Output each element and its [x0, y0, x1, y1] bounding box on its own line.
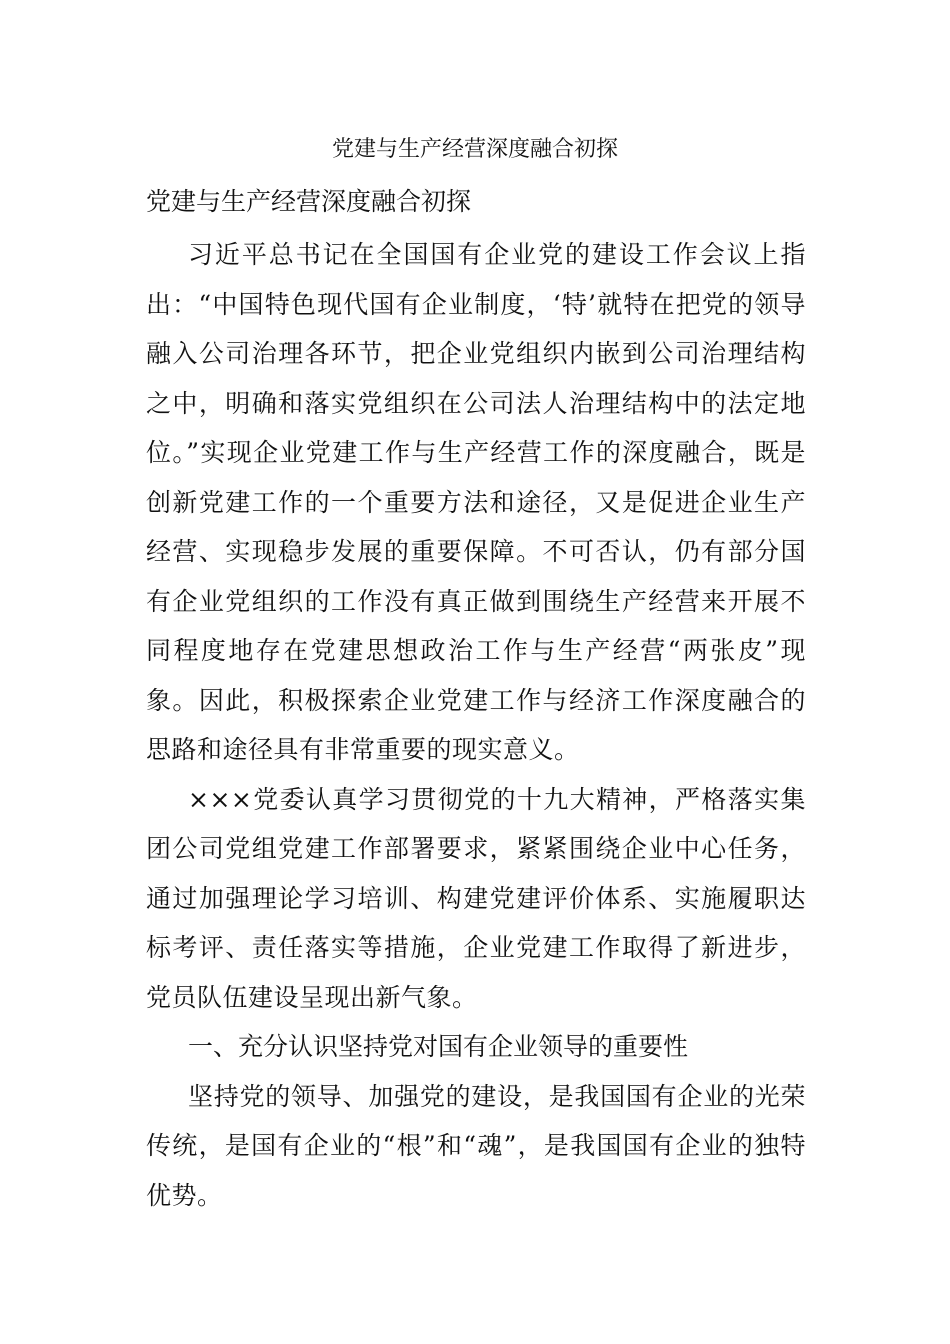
- section-heading: 一、充分认识坚持党对国有企业领导的重要性: [188, 1032, 689, 1061]
- body-paragraph-intro: 习近平总书记在全国国有企业党的建设工作会议上指出：“中国特色现代国有企业制度，‘特’就特在把党的领导融入公司治理各环节，把企业党组织内嵌到公司治理结构之中，明确和落实党组织在公司法人治理结构中的法定地位。”实现企业党建工作与生产经营工作的深度融合，既是创新党建工作的一个重要方法和途径，又是促进企业生产经营、实现稳步发展的重要保障。不可否认，仍有部分国有企业党组织的工作没有真正做到围绕生产经营来开展不同程度地存在党建思想政治工作与生产经营“两张皮”现象。因此，积极探索企业党建工作与经济工作深度融合的思路和途径具有非常重要的现实意义。: [146, 240, 806, 764]
- section-paragraph: 坚持党的领导、加强党的建设，是我国国有企业的光荣传统，是国有企业的“根”和“魂”，是我国国有企业的独特优势。: [146, 1081, 806, 1210]
- document-subtitle: 党建与生产经营深度融合初探: [146, 187, 472, 216]
- document-body: [146, 230, 806, 1220]
- body-paragraph-party-committee: ×××党委认真学习贯彻党的十九大精神，严格落实集团公司党组党建工作部署要求，紧紧围绕企业中心任务，通过加强理论学习培训、构建党建评价体系、实施履职达标考评、责任落实等措施，企业党建工作取得了新进步，党员队伍建设呈现出新气象。: [146, 784, 806, 1012]
- document-title: 党建与生产经营深度融合初探: [331, 137, 618, 162]
